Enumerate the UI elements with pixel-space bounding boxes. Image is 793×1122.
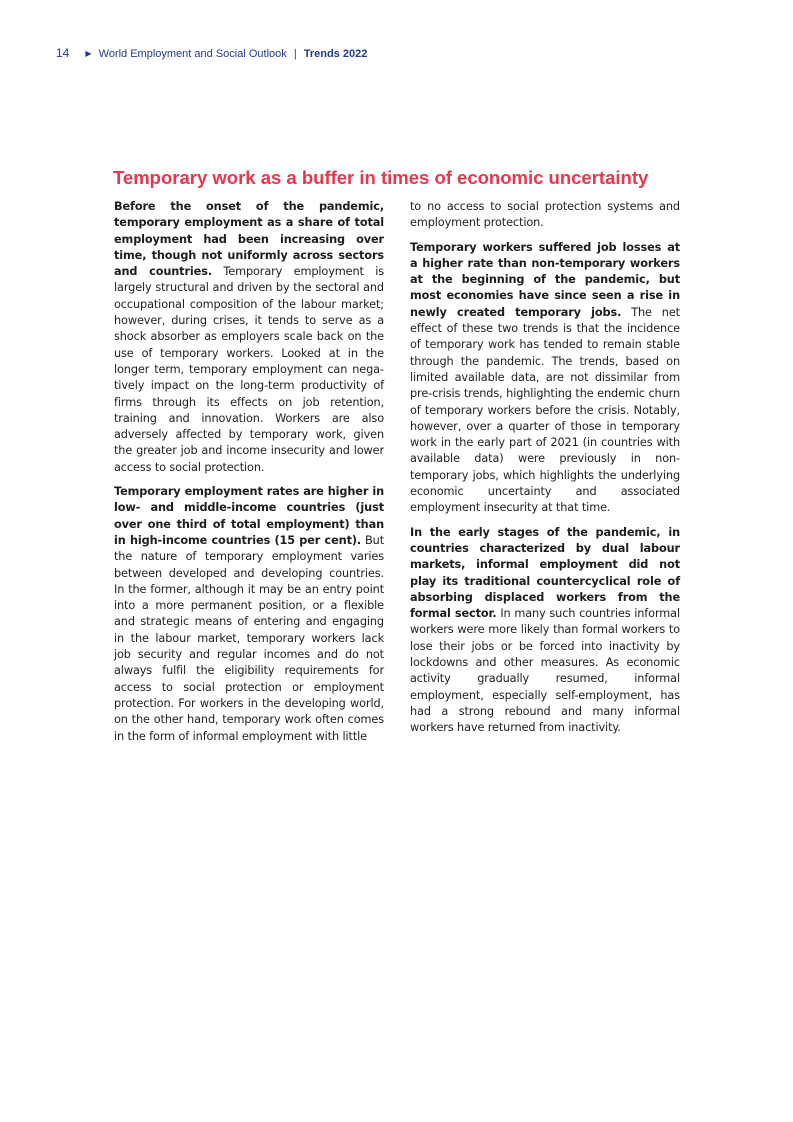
edition-name: Trends 2022 [303,48,368,60]
paragraph [410,240,680,517]
paragraph-lead: Temporary employment rates are higher in low- and middle-income countries (just over one third of total employment) than in high-income countries (15 per cent). [114,485,384,547]
play-arrow-icon: ▶ [85,49,92,58]
paragraph-body: In many such countries informal workers were more likely than formal workers to lose their jobs or be forced into inactivity by lockdowns and other measures. As economic activity gradually resumed, informal employment, especially self-employment, has had a strong rebound and many informal workers have returned from inactivity. [410,607,680,735]
paragraph-body: to no access to social protection systems and employment protection. [410,200,680,230]
paragraph [410,525,680,737]
page-number: 14 [56,46,70,60]
running-header [56,46,367,60]
paragraph-body: The net effect of these two trends is that the incidence of temporary work has tended to remain stable through the pandemic. The trends, based on limited available data, are not dissimilar from pre-crisis trends, highlighting the endemic churn of temporary workers before the crisis. Notably, however, over a quarter of those in temporary work in the early part of 2021 (in countries with available data) were previously in non-temporary jobs, which highlights the underlying economic uncertainty and associated employment insecurity at that time. [410,305,680,515]
paragraph [114,484,384,745]
paragraph-lead: Before the onset of the pandemic, temporary employment as a share of total employment had been increasing over time, though not uniformly across sectors and countries. [114,200,384,279]
paragraph [410,199,680,232]
paragraph-lead: Temporary workers suffered job losses at a higher rate than non-temporary workers at the beginning of the pandemic, but most economies have since seen a rise in newly created temporary jobs. [410,240,680,319]
right-column [410,199,680,745]
paragraph [114,199,384,476]
paragraph-lead: In the early stages of the pandemic, in countries characterized by dual labour markets, informal employment did not play its traditional countercyclical role of absorbing displaced workers from the formal sector. [410,525,680,621]
paragraph-body: But the nature of temporary employment varies between developed and developing countries. In the former, although it may be an entry point into a more permanent position, or a flexible and strategic means of entering and engaging in the labour market, temporary workers lack job security and regular incomes and do not always fulfil the eligibility requirements for access to social protection or employment protection. For workers in the developing world, on the other hand, temporary work often comes in the form of informal employment with little [114,533,385,743]
publication-name: World Employment and Social Outlook [98,48,287,60]
paragraph-body: Temporary employment is largely structural and driven by the sectoral and occupational composition of the labour market; however, during crises, it tends to serve as a shock absorber as employers scale back on the use of temporary workers. Looked at in the longer term, temporary employment can negatively impact on the long-term productivity of firms through its effects on job retention, training and innovation. Workers are also adversely affected by temporary work, given the greater job and income insecurity and lower access to social protection. [114,265,384,474]
section-title: Temporary work as a buffer in times of economic uncertainty [113,167,649,188]
header-separator: | [293,48,297,60]
left-column [114,199,384,753]
